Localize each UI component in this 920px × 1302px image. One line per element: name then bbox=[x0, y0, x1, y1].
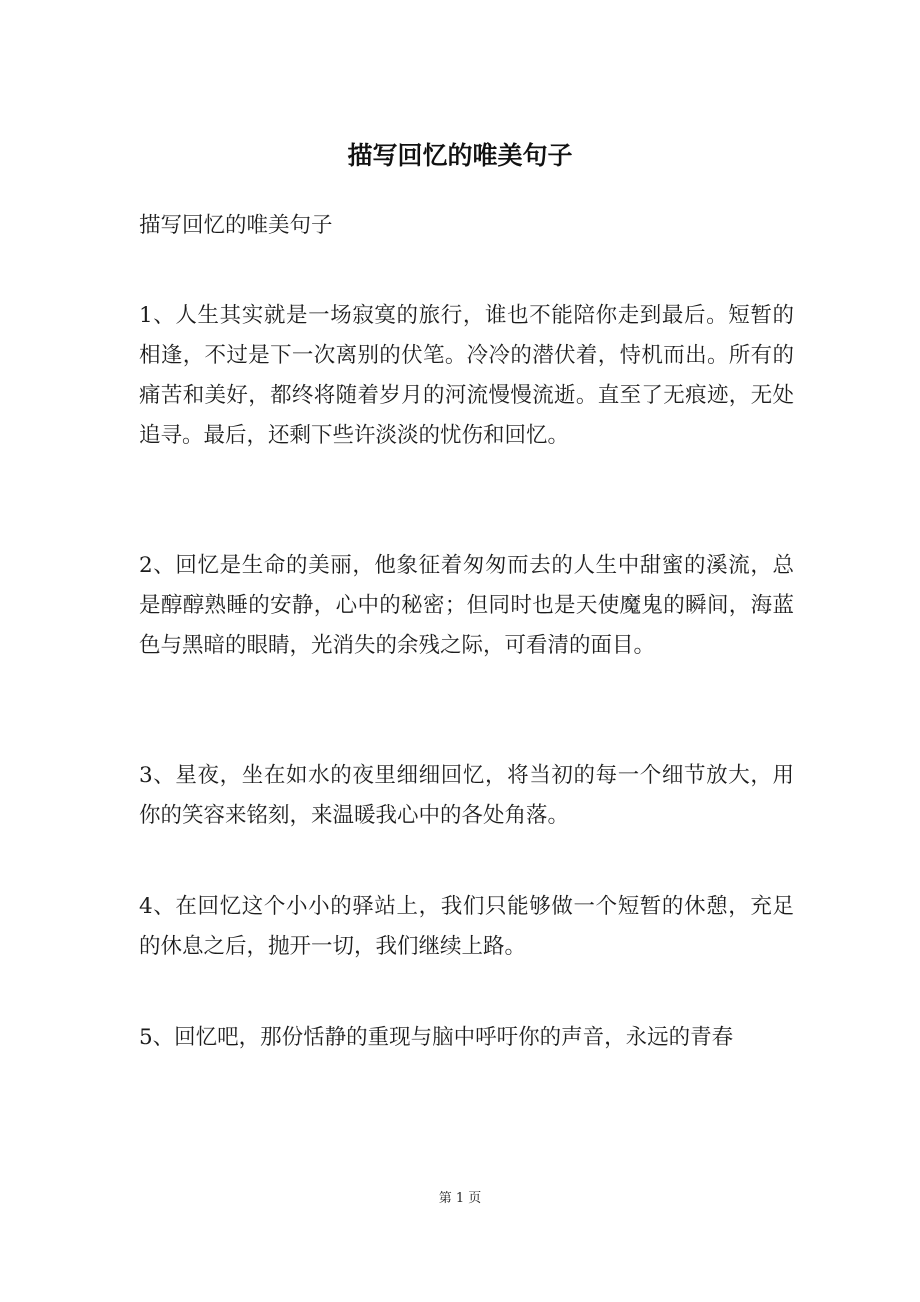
paragraph-3: 3、星夜，坐在如水的夜里细细回忆，将当初的每一个细节放大，用你的笑容来铭刻，来温暖我心中的各处角落。 bbox=[139, 763, 794, 828]
document-title: 描写回忆的唯美句子 bbox=[347, 141, 573, 170]
document-body bbox=[139, 206, 794, 1058]
paragraph-5: 5、回忆吧，那份恬静的重现与脑中呼吁你的声音，永远的青春 bbox=[139, 1025, 734, 1050]
paragraph-1: 1、人生其实就是一场寂寞的旅行，谁也不能陪你走到最后。短暂的相逢，不过是下一次离别的伏笔。冷冷的潜伏着，恃机而出。所有的痛苦和美好，都终将随着岁月的河流慢慢流逝。直至了无痕迹，无处追寻。最后，还剩下些许淡淡的忧伤和回忆。 bbox=[139, 303, 794, 448]
document-subtitle: 描写回忆的唯美句子 bbox=[139, 213, 333, 238]
page-number: 第 1 页 bbox=[438, 1191, 482, 1206]
paragraph-4: 4、在回忆这个小小的驿站上，我们只能够做一个短暂的休憩，充足的休息之后，抛开一切，我们继续上路。 bbox=[139, 894, 794, 959]
paragraph-2: 2、回忆是生命的美丽，他象征着匆匆而去的人生中甜蜜的溪流，总是醇醇熟睡的安静，心中的秘密；但同时也是天使魔鬼的瞬间，海蓝色与黑暗的眼睛，光消失的余残之际，可看清的面目。 bbox=[139, 553, 794, 658]
